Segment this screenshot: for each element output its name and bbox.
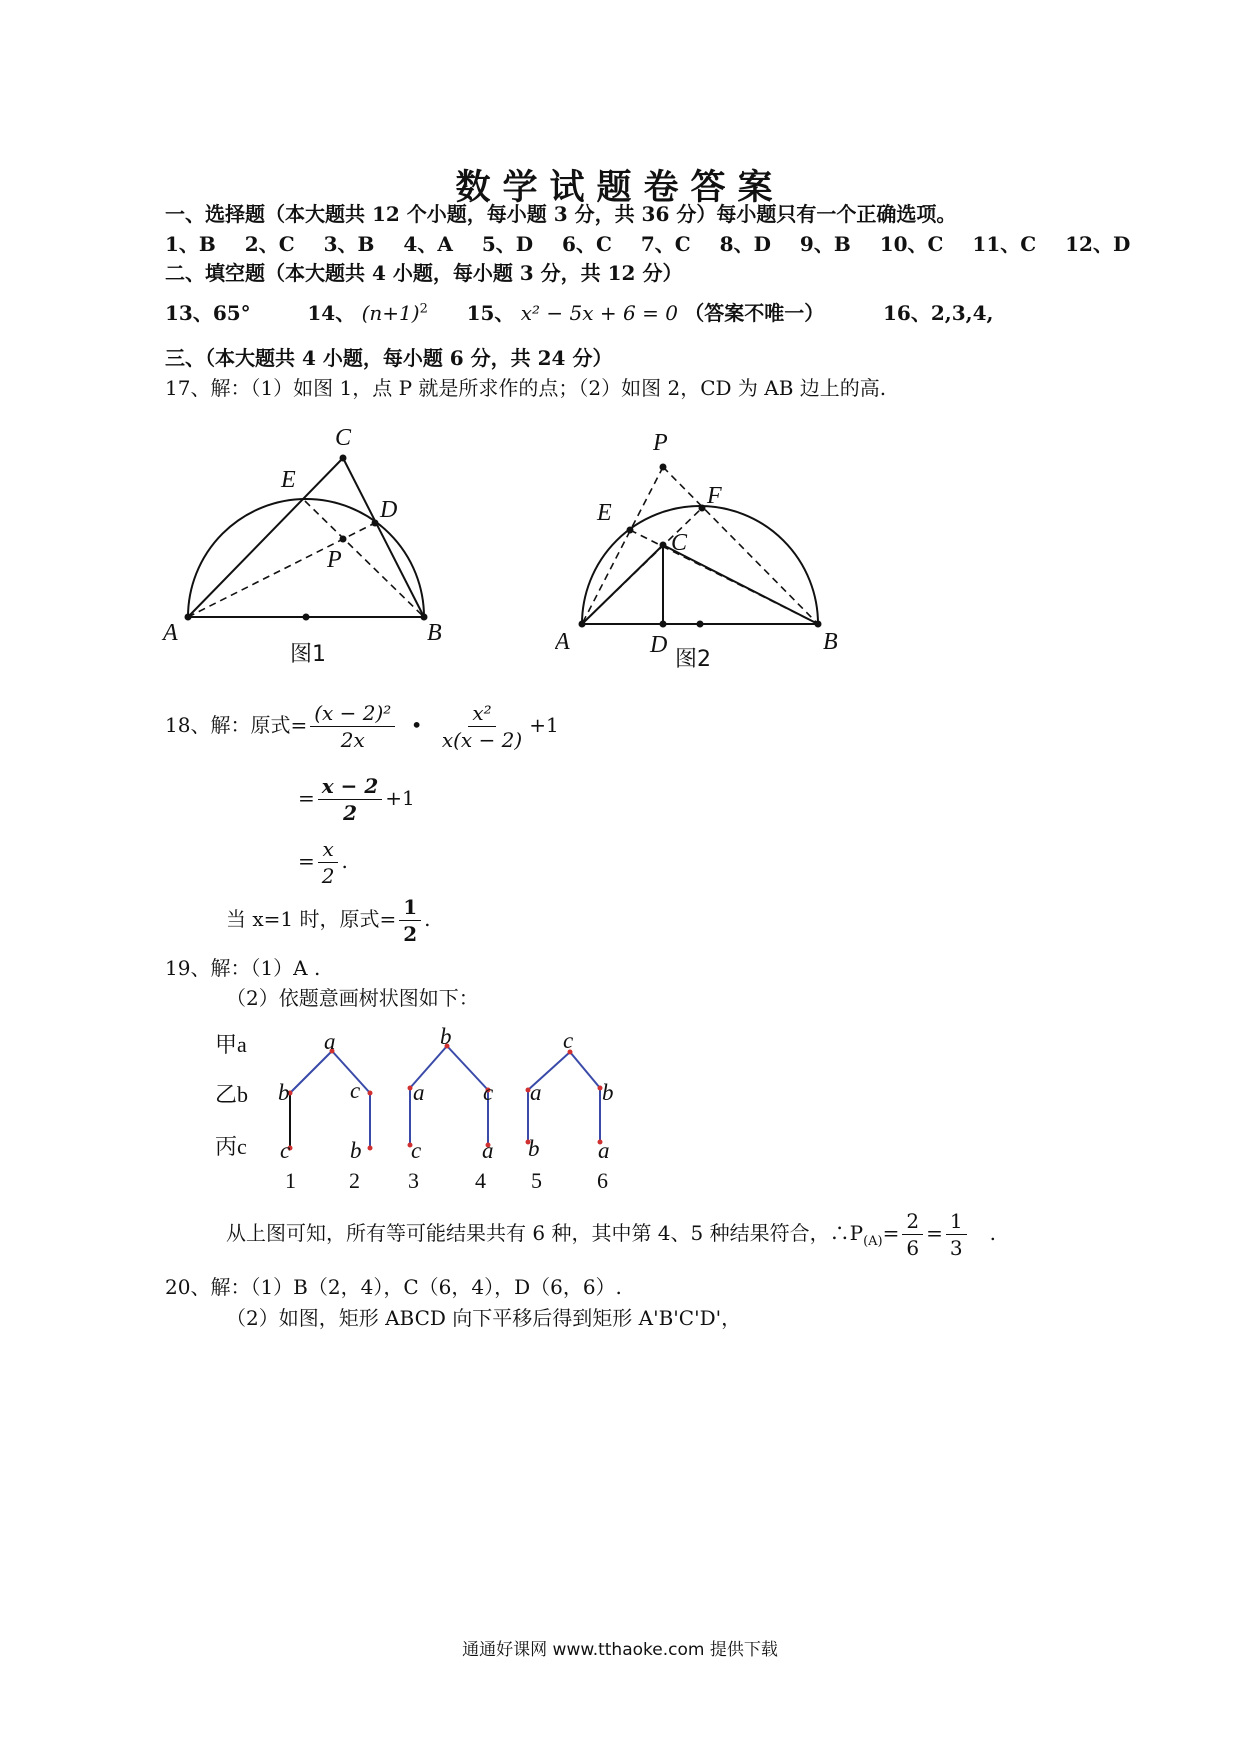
q19-line1: 19、解：（1）A .	[165, 956, 321, 980]
answer-7: 7、C	[640, 232, 691, 256]
fig1-point-a	[185, 614, 192, 621]
answer-10: 10、C	[879, 232, 944, 256]
fig2-label-p: P	[653, 430, 668, 456]
q18-line1	[165, 702, 559, 751]
fig1-label-b: B	[427, 620, 442, 646]
q19-frac-a: $\frac{2}{6}$	[902, 1210, 923, 1259]
answer-14-exponent: 2	[419, 301, 428, 317]
answer-2: 2、C	[244, 232, 295, 256]
q18-prefix: 18、解：原式=	[165, 713, 308, 737]
fig2-point-e	[627, 527, 634, 534]
tree3-mid-1: a	[530, 1080, 542, 1105]
q19-line2: （2）依题意画树状图如下：	[226, 986, 479, 1010]
q20-line1: 20、解：（1）B（2，4），C（6，4），D（6，6）.	[165, 1275, 622, 1299]
answer-16: 16、2,3,4,	[883, 301, 994, 325]
answer-6: 6、C	[562, 232, 612, 256]
fig1-label-e: E	[281, 467, 296, 493]
q18-when: 当 x=1 时，原式=	[226, 907, 397, 931]
tree-diagram	[210, 1020, 650, 1200]
tree3-mid-2: b	[602, 1080, 614, 1105]
fig1-dash-ad	[188, 523, 375, 617]
tree-number-5: 5	[531, 1168, 542, 1193]
fig2-point-p	[660, 464, 667, 471]
q18-frac2: $\frac{\text{x²}}{x(x - 2)}$	[441, 701, 523, 752]
page-footer: 通通好课网 www.tthaoke.com 提供下载	[462, 1640, 778, 1660]
answer-5: 5、D	[481, 232, 534, 256]
q18-dot: •	[410, 713, 423, 737]
fig2-caption: 图2	[675, 647, 711, 672]
q19-conclusion: 从上图可知，所有等可能结果共有 6 种，其中第 4、5 种结果符合，$\therefore P_{(A)}=$ $\frac{2}{6}$ = $\frac{1}{3}$ .	[226, 1209, 996, 1260]
answer-8: 8、D	[719, 232, 771, 256]
fig2-label-d: D	[650, 632, 668, 658]
fig2-point-d	[660, 621, 667, 628]
fig2-label-b: B	[823, 629, 838, 655]
tree1-mid-2: c	[350, 1078, 361, 1103]
tree1-leaf-2: b	[350, 1138, 362, 1163]
q18-frac5: $\frac{1}{2}$	[399, 896, 421, 945]
tree2-root: b	[440, 1024, 452, 1049]
answer-12: 12、D	[1065, 232, 1131, 256]
answer-15-label: 15、	[466, 301, 515, 325]
answer-1: 1、B	[165, 232, 216, 256]
fig1-label-a: A	[163, 620, 178, 646]
fig2-label-a: A	[555, 629, 570, 655]
q19-frac-b: $\frac{1}{3}$	[946, 1210, 967, 1259]
fig1-dash-eb	[305, 501, 424, 617]
section3-header: 三、（本大题共 4 小题，每小题 6 分，共 24 分）	[165, 346, 613, 370]
answer-9: 9、B	[799, 232, 851, 256]
q18-plus1-b: +1	[385, 786, 415, 810]
q17-text: 17、解：（1）如图 1，点 P 就是所求作的点；（2）如图 2，CD 为 AB 边上的高.	[165, 376, 887, 400]
tree3-leaf-1: b	[528, 1136, 540, 1161]
fig1-line-cb	[343, 458, 424, 617]
q18-frac1: $\frac{\text{(x − 2)²}}{2x}$	[310, 702, 395, 751]
answer-15-note: （答案不唯一）	[684, 301, 825, 325]
answer-4: 4、A	[403, 232, 453, 256]
fig2-label-c: C	[671, 530, 688, 556]
fig2-label-e: E	[597, 500, 612, 526]
q18-line2: = $\frac{x - 2}{2}$ +1	[298, 774, 415, 825]
tree-number-3: 3	[408, 1168, 419, 1193]
fig1-point-c	[340, 455, 347, 462]
q18-line4: 当 x=1 时，原式= $\frac{1}{2}$ .	[226, 895, 431, 946]
tree3-root: c	[563, 1028, 574, 1053]
q18-frac4: $\frac{x}{2}$	[318, 838, 339, 887]
answer-11: 11、C	[972, 232, 1037, 256]
fill-answers	[165, 297, 993, 326]
fig2-dash-pa	[582, 467, 663, 624]
tree-number-6: 6	[597, 1168, 608, 1193]
answer-13: 13、65°	[165, 301, 251, 325]
fig1-label-d: D	[380, 497, 398, 523]
tree2-leaf-2: a	[482, 1138, 494, 1163]
fig2-point-f	[699, 505, 706, 512]
fig1-point-p	[340, 536, 347, 543]
page-title: 数学试题卷答案	[455, 167, 785, 208]
q18-plus1-a: +1	[529, 713, 559, 737]
answer-3: 3、B	[323, 232, 375, 256]
fig2-point-center	[697, 621, 704, 628]
tree1-mid-1: b	[278, 1080, 290, 1105]
fig2-point-a	[579, 621, 586, 628]
figure-1	[160, 415, 490, 675]
fig1-label-p: P	[327, 547, 342, 573]
answer-14-expr: (n+1)	[361, 301, 420, 325]
fig1-caption: 图1	[290, 642, 326, 667]
figure-2	[555, 420, 895, 680]
fig2-label-f: F	[707, 483, 722, 509]
tree-row-label-2: 乙b	[215, 1082, 249, 1107]
choice-answers	[165, 228, 1152, 257]
fig1-label-c: C	[335, 425, 352, 451]
q20-line2: （2）如图，矩形 ABCD 向下平移后得到矩形 A'B'C'D'，	[226, 1306, 742, 1330]
fig2-point-c	[660, 542, 667, 549]
section1-header: 一、选择题（本大题共 12 个小题，每小题 3 分，共 36 分）每小题只有一个正确选项。	[165, 202, 957, 226]
tree2-mid-1: a	[413, 1080, 425, 1105]
tree-row-label-3: 丙c	[215, 1134, 247, 1159]
tree1-leaf-1: c	[280, 1138, 291, 1163]
section2-header: 二、填空题（本大题共 4 小题，每小题 3 分，共 12 分）	[165, 261, 683, 285]
tree-number-2: 2	[349, 1168, 360, 1193]
fig1-line-ac	[188, 458, 343, 617]
answer-15-expr: x² − 5x + 6 = 0	[520, 301, 678, 325]
fig2-point-b	[815, 621, 822, 628]
tree3-leaf-2: a	[598, 1138, 610, 1163]
tree2-leaf-1: c	[411, 1138, 422, 1163]
tree-number-1: 1	[285, 1168, 296, 1193]
q18-line3: = $\frac{x}{2}$ .	[298, 837, 348, 888]
tree2-mid-2: c	[483, 1080, 494, 1105]
fig1-point-center	[303, 614, 310, 621]
tree1-root: a	[324, 1029, 336, 1054]
fig1-point-d	[372, 520, 379, 527]
tree-number-4: 4	[475, 1168, 486, 1193]
answer-14-label: 14、	[307, 301, 356, 325]
q18-frac3: $\frac{x - 2}{2}$	[318, 775, 383, 824]
tree-row-label-1: 甲a	[215, 1032, 247, 1057]
